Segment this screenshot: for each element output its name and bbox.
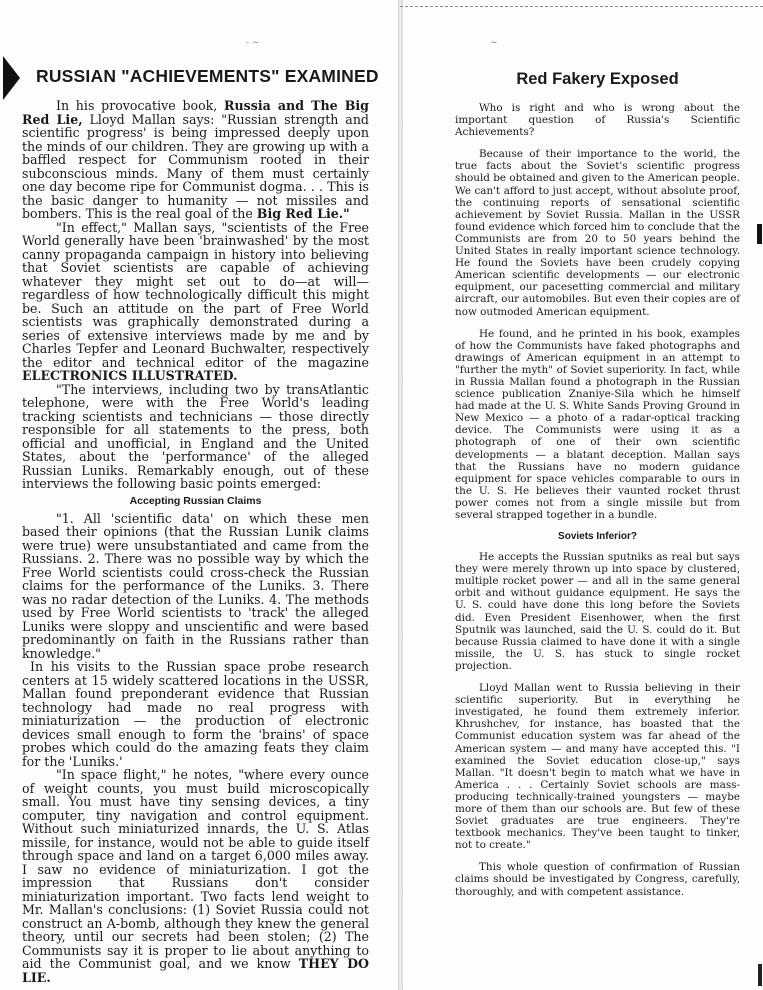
section-subheading: Soviets Inferior? — [558, 531, 637, 543]
paragraph: "The interviews, including two by transAtlantic telephone, were with the Free World's leading tracking scientists and technicians — those directly responsible for all statements to the press, both official and unofficial, in England and the United States, about the 'performance' of the alleged Russian Luniks. Remarkably enough, out of these interviews the following basic points emerged: — [22, 381, 369, 491]
edge-mark — [757, 224, 762, 244]
book-title: Russia and The Big Red Lie, — [22, 98, 369, 127]
paragraph: This whole question of confirmation of Russian claims should be investigated by Congress, carefully, thoroughly, and with competent assistance. — [455, 861, 740, 898]
paragraph — [22, 99, 369, 221]
paragraph: He accepts the Russian sputniks as real but says they were merely thrown up into space by clustered, multiple rocket power — and all in the same general orbit and without guidance equipment. He says the U. S. could have done this long before the Soviets did. Even President Eisenhower, when the first Sputnik was launched, said the U. S. could do it. But because Russia claimed to have done it with a single missile, the U. S. has stuck to single rocket projection. — [455, 551, 740, 672]
paragraph — [22, 768, 369, 984]
top-rule — [400, 6, 763, 8]
text: In his provocative book, — [56, 98, 225, 113]
section-subheading: Accepting Russian Claims — [129, 494, 262, 507]
article-title: Red Fakery Exposed — [516, 70, 679, 88]
text: "In space flight," he notes, "where every ounce of weight counts, you must build microscopically small. You must have tiny sensing devices, a tiny computer, tiny navigation and control equipment. Without such miniaturized innards, the U. S. Atlas missile, for instance, would not be able to guide itself through space and land on a target 6,000 miles away. I saw no evidence of miniaturization. I got the impression that Russians don't consider miniaturization important. Two facts lend weight to Mr. Mallan's conclusions: (1) Soviet Russia could not construct an A-bomb, although they knew the general theory, until our secrets had been stolen; (2) The Communists say it is proper to lie about anything to aid the Communist goal, and we know — [22, 767, 369, 971]
emphasis: Big Red Lie." — [256, 206, 350, 221]
column-divider — [398, 0, 403, 990]
paragraph — [22, 221, 369, 383]
arrow-icon — [3, 56, 20, 100]
magazine-title: ELECTRONICS ILLUSTRATED. — [22, 368, 238, 383]
text: Lloyd Mallan says: "Russian strength and scientific progress' is being impressed deeply upon the minds of our children. They are growing up with a baffled respect for Communism rooted in their subconscious minds. Many of them must certainly one day become ripe for Communist dogma. . . This is the basic danger to humanity — not missiles and bombers. This is the real goal of the — [22, 111, 369, 221]
paragraph: He found, and he printed in his book, examples of how the Communists have faked photographs and drawings of American equipment in an attempt to "further the myth" of Soviet superiority. In fact, while in Russia Mallan found a photograph in the Russian science publication Znaniye-Sila which he himself had made at the U. S. White Sands Proving Ground in New Mexico — a photo of a radar-optical tracking device. The Communists were using it as a photograph of one of their own scientific developments — a blatant deception. Mallan says that the Russians have no modern guidance equipment for space vehicles comparable to ours in the U. S. He believes their vaunted rocket thrust power comes not from a single missile but from several strapped together in a bundle. — [455, 327, 740, 521]
paragraph: Because of their importance to the world, the true facts about the Soviet's scientific progress should be obtained and given to the American people. We can't afford to just accept, without absolute proof, the continuing reports of sensational scientific achievement by Soviet Russia. Mallan in the USSR found evidence which forced him to conclude that the Communists are from 20 to 50 years behind the United States in really important science technology. He found the Soviets have been crudely copying American scientific developments — our electronic equipment, our pacesetting commercial and military aircraft, our automobiles. But even their copies are of now outmoded American equipment. — [455, 148, 740, 318]
text: "In effect," Mallan says, "scientists of the Free World generally have been 'brainwashed' by the most canny propaganda campaign in history into believing that Soviet scientists are capable of achieving whatever they might set out to do—at will—regardless of how technologically difficult this might be. Such an attitude on the part of Free World scientists was graphically demonstrated during a series of extensive interviews made by me and by Charles Tepfer and Leonard Buchwalter, respectively the editor and technical editor of the magazine — [22, 219, 369, 370]
paragraph: Lloyd Mallan went to Russia believing in their scientific superiority. But in everything he investigated, he found them extremely inferior. Khrushchev, for instance, has boasted that the Communist education system was far ahead of the American system — and many have accepted this. "I examined the Soviet education close-up," says Mallan. "It doesn't begin to match what we have in America . . . Certainly Soviet schools are mass-producing technically-trained youngsters — maybe more of them than our schools are. But few of these Soviet graduates are true engineers. They're textbook mechanics. They've been taught to tinker, not to create." — [455, 682, 740, 852]
right-article — [455, 66, 740, 908]
emphasis: THEY DO LIE. — [22, 956, 369, 985]
paragraph: Who is right and who is wrong about the important question of Russia's Scientific Achievements? — [455, 102, 740, 139]
edge-mark — [758, 964, 762, 986]
paragraph: "1. All 'scientific data' on which these men based their opinions (that the Russian Lunik claims were true) were unsubstantiated and came from the Russians. 2. There was no possible way by which the Free World scientists could cross-check the Russian claims for the performance of the Luniks. 3. There was no radar detection of the Luniks. 4. The methods used by Free World scientists to 'track' the alleged Luniks were sloppy and unscientific and were based predominantly on faith in the Russians rather than knowledge." — [22, 510, 369, 661]
left-article — [22, 54, 379, 985]
scan-mark: ~ — [490, 38, 498, 48]
article-title: RUSSIAN "ACHIEVEMENTS" EXAMINED — [36, 66, 379, 86]
scan-mark: - ~ — [246, 38, 260, 48]
paragraph: In his visits to the Russian space probe research centers at 15 widely scattered locations in the USSR, Mallan found preponderant evidence that Russian technology had made no real progress with miniaturization — the production of electronic devices small enough to form the 'brains' of space probes which could do the amazing feats they claim for the 'Luniks.' — [22, 659, 369, 769]
